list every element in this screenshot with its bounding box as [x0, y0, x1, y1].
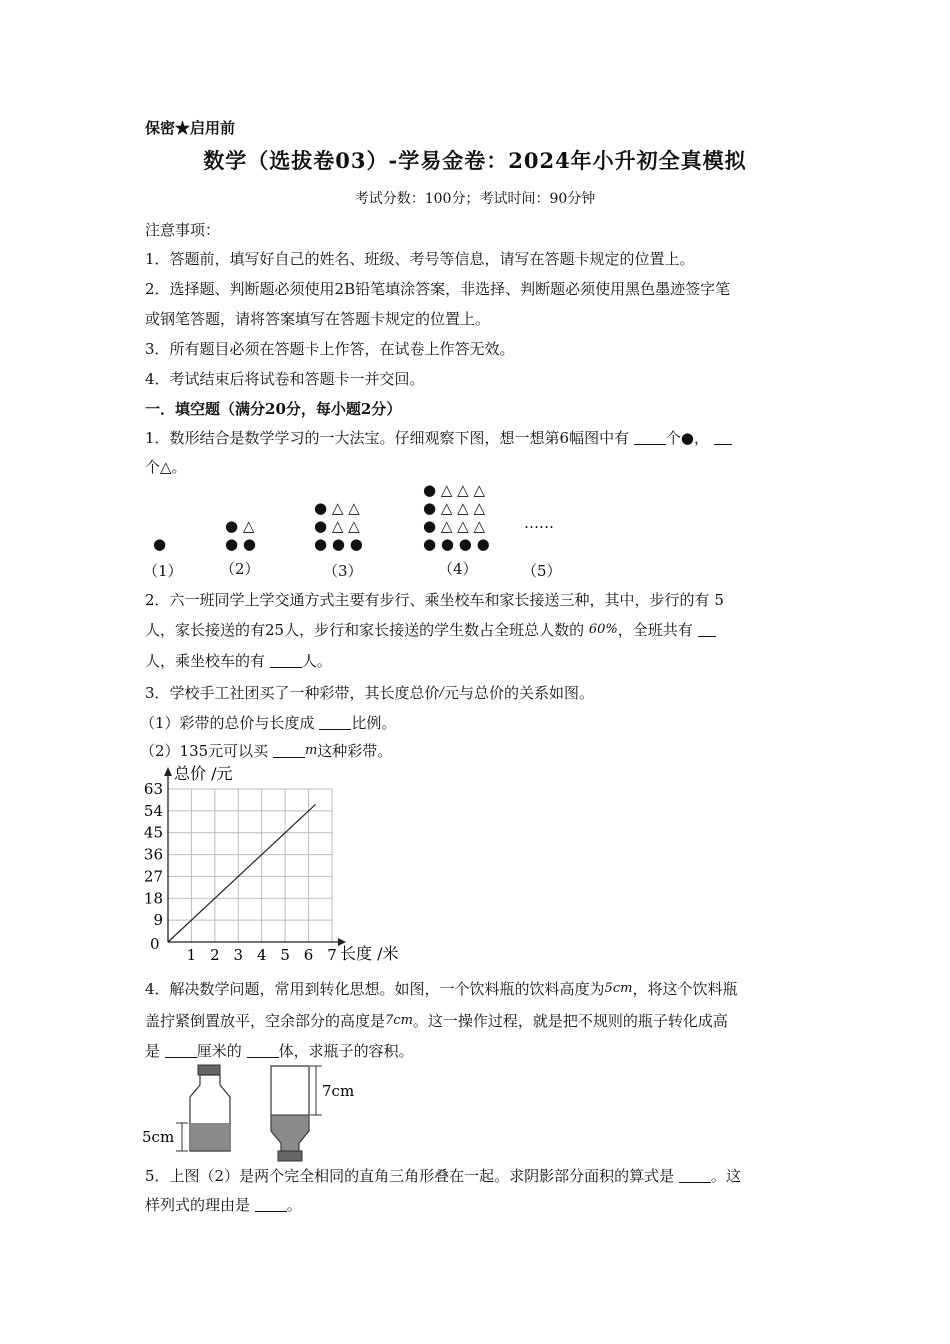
- y-tick-label: 9: [153, 911, 163, 930]
- slash-symbol: /: [439, 685, 444, 700]
- q2-text: 人，家长接送的有25人，步行和家长接送的学生数占全班总人数的: [145, 621, 585, 639]
- question-5: [145, 1166, 741, 1186]
- pattern-4: ● △ △ △ ● △ △ △ ● △ △ △ ● ● ● ●: [423, 481, 490, 553]
- q5-text: 。: [286, 1196, 302, 1214]
- note-item: 3．所有题目必须在答题卡上作答，在试卷上作答无效。: [145, 340, 515, 358]
- answer-blank[interactable]: [714, 430, 732, 445]
- q4-text: 4．解决数学问题，常用到转化思想。如图，一个饮料瓶的饮料高度为: [145, 980, 605, 998]
- question-3: [145, 683, 594, 703]
- q4-text: 体，求瓶子的容积。: [278, 1042, 414, 1060]
- x-tick-label: 4: [256, 946, 267, 964]
- height-value: 5cm: [604, 981, 633, 996]
- answer-blank[interactable]: [273, 743, 305, 758]
- question-3-sub2: [140, 741, 392, 761]
- answer-blank[interactable]: [165, 1043, 197, 1058]
- section-heading: 一．填空题（满分20分，每小题2分）: [145, 400, 402, 418]
- q1-text-2: 个△。: [145, 458, 187, 476]
- question-4-line3: [145, 1041, 414, 1061]
- answer-blank[interactable]: [247, 1043, 279, 1058]
- pattern-label: （1）: [143, 562, 183, 580]
- bottle-cap: [198, 1065, 220, 1075]
- q5-text: 。这: [710, 1167, 741, 1185]
- pattern-label: （3）: [323, 562, 363, 580]
- y-tick-label: 27: [143, 867, 163, 886]
- unit-symbol: m: [304, 743, 318, 758]
- pattern-label: （5）: [522, 562, 562, 580]
- series-line: [168, 804, 316, 942]
- q2-text-1: 2．六一班同学上学交通方式主要有步行、乘坐校车和家长接送三种，其中，步行的有 5: [145, 591, 724, 609]
- question-2: [145, 620, 716, 640]
- bottle-figure: [140, 1063, 370, 1163]
- y-axis-arrow: [164, 767, 172, 776]
- q3-text: 比例。: [351, 714, 397, 732]
- note-item: 1．答题前，填写好自己的姓名、班级、考号等信息，请写在答题卡规定的位置上。: [145, 250, 695, 268]
- x-tick-label: 2: [210, 946, 220, 964]
- height-label-7cm: 7cm: [322, 1082, 355, 1100]
- question-2-line3: [145, 651, 332, 671]
- answer-blank[interactable]: [319, 715, 351, 730]
- inverted-liquid: [271, 1115, 309, 1153]
- pattern-3: ● △ △ ● △ △ ● ● ●: [314, 499, 363, 553]
- price-length-chart: [140, 762, 420, 967]
- question-5-line2: [145, 1195, 302, 1215]
- note-item: 4．考试结束后将试卷和答题卡一并交回。: [145, 370, 425, 388]
- q2-text: 人，乘坐校车的有: [145, 652, 266, 670]
- page-title: 数学（选拔卷03）-学易金卷：2024年小升初全真模拟: [203, 148, 747, 173]
- q4-text: 厘米的: [196, 1042, 242, 1060]
- q5-text: 样列式的理由是: [145, 1196, 251, 1214]
- q3-text: 这种彩带。: [317, 742, 393, 760]
- question-3-sub1: [140, 713, 396, 733]
- q4-text: 。这一操作过程，就是把不规则的瓶子转化成高: [412, 1012, 728, 1030]
- x-tick-label: 5: [280, 946, 290, 964]
- x-tick-label: 7: [327, 946, 337, 964]
- q3-text: （2）135元可以买: [140, 742, 269, 760]
- y-tick-label: 45: [143, 823, 163, 842]
- x-axis-label: 长度 /米: [340, 944, 399, 963]
- y-axis-label: 总价 /元: [174, 764, 233, 783]
- q4-text: ，将这个饮料瓶: [632, 980, 738, 998]
- x-tick-label: 1: [186, 946, 197, 964]
- y-tick-label: 18: [143, 889, 163, 908]
- q4-text: 是: [145, 1042, 161, 1060]
- chart-series: [168, 804, 316, 942]
- pattern-label: （2）: [220, 560, 260, 578]
- y-tick-label: 36: [143, 845, 163, 864]
- answer-blank[interactable]: [634, 430, 666, 445]
- notes-heading: 注意事项：: [145, 221, 221, 239]
- inverted-cap: [278, 1151, 302, 1161]
- question-1: [145, 428, 732, 448]
- q2-text: 人。: [301, 652, 332, 670]
- q3-text: 3．学校手工社团买了一种彩带，其长度总价: [145, 684, 440, 702]
- pattern-2: ● △ ● ●: [225, 517, 256, 553]
- y-tick-label: 63: [143, 780, 163, 798]
- pattern-ellipsis: ……: [524, 514, 554, 532]
- q3-text: 元与总价的关系如图。: [443, 684, 594, 702]
- answer-blank[interactable]: [679, 1168, 711, 1183]
- q3-text: （1）彩带的总价与长度成: [140, 714, 315, 732]
- x-tick-label: 3: [233, 946, 244, 964]
- note-item: 2．选择题、判断题必须使用2B铅笔填涂答案，非选择、判断题必须使用黑色墨迹签字笔: [145, 280, 731, 298]
- answer-blank[interactable]: [255, 1197, 287, 1212]
- confidential-mark: 保密★启用前: [145, 119, 236, 137]
- exam-info: 考试分数：100分；考试时间：90分钟: [354, 191, 596, 207]
- q4-text: 盖拧紧倒置放平，空余部分的高度是: [145, 1012, 386, 1030]
- percent-value: 60%: [588, 622, 618, 637]
- x-tick-label: 6: [303, 946, 314, 964]
- pattern-1: ●: [153, 535, 167, 553]
- origin-label: 0: [150, 935, 160, 953]
- y-tick-label: 54: [143, 801, 163, 820]
- question-4: [145, 979, 737, 999]
- q5-text: 5．上图（2）是两个完全相同的直角三角形叠在一起。求阴影部分面积的算式是: [145, 1167, 675, 1185]
- bottle-liquid: [191, 1123, 229, 1151]
- answer-blank[interactable]: [698, 622, 716, 637]
- question-4-line2: [145, 1011, 728, 1031]
- pattern-label: （4）: [438, 560, 478, 578]
- q1-text: 1．数形结合是数学学习的一大法宝。仔细观察下图，想一想第6幅图中有: [145, 429, 630, 447]
- height-value: 7cm: [385, 1013, 413, 1028]
- answer-blank[interactable]: [270, 653, 302, 668]
- q1-text: 个●，: [665, 429, 709, 447]
- q2-text: ，全班共有: [617, 621, 693, 639]
- chart-ticks: [144, 780, 337, 964]
- note-item: 或钢笔答题，请将答案填写在答题卡规定的位置上。: [145, 310, 491, 328]
- height-label-5cm: 5cm: [142, 1128, 175, 1146]
